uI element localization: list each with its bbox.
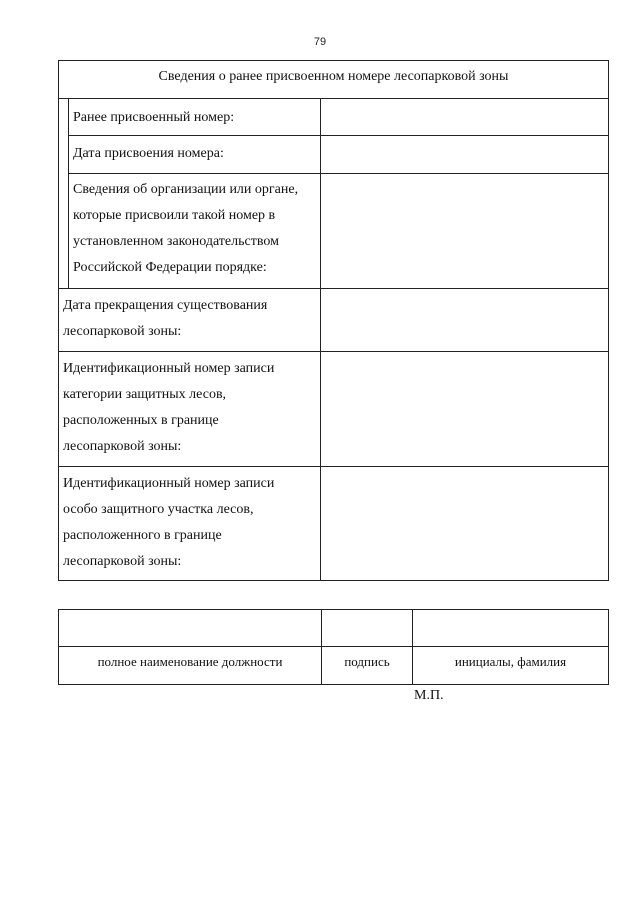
row-label-protected-plot — [63, 471, 274, 575]
label-line: лесопарковой зоны: — [63, 439, 182, 454]
indent-divider — [68, 98, 69, 288]
divider — [59, 466, 608, 467]
label-line: расположенных в границе — [63, 413, 219, 428]
row-label-organization — [73, 177, 298, 281]
divider — [68, 173, 608, 174]
signature-table — [58, 609, 609, 685]
divider — [59, 288, 608, 289]
label-line: Идентификационный номер записи — [63, 476, 275, 491]
divider — [59, 351, 608, 352]
label-line: лесопарковой зоны: — [63, 324, 182, 339]
label-line: Сведения об организации или органе, — [73, 182, 299, 197]
position-caption: полное наименование должности — [97, 654, 283, 669]
label-line: Российской Федерации порядке: — [73, 260, 267, 275]
section-title: Сведения о ранее присвоенном номере лесопарковой зоны — [158, 69, 509, 84]
divider — [59, 646, 608, 647]
row-label-protective-category — [63, 356, 274, 460]
label-line: которые присвоили такой номер в — [73, 208, 276, 223]
label-line: расположенного в границе — [63, 528, 222, 543]
name-caption: инициалы, фамилия — [454, 654, 567, 669]
label-line: Идентификационный номер записи — [63, 361, 275, 376]
divider — [321, 610, 322, 684]
label-line: категории защитных лесов, — [63, 387, 227, 402]
divider — [412, 610, 413, 684]
label-line: особо защитного участка лесов, — [63, 502, 254, 517]
page-number: 79 — [313, 36, 327, 48]
divider — [68, 135, 608, 136]
signature-caption: подпись — [344, 654, 390, 669]
row-label-prev-number: Ранее присвоенный номер: — [73, 110, 235, 125]
row-label-end-date — [63, 293, 267, 345]
value-column-divider — [320, 98, 321, 580]
row-label-assign-date: Дата присвоения номера: — [73, 146, 224, 161]
label-line: установленном законодательством — [73, 234, 279, 249]
divider — [59, 98, 608, 99]
label-line: Дата прекращения существования — [63, 298, 268, 313]
former-number-table — [58, 60, 609, 581]
seal-mark: М.П. — [414, 688, 444, 703]
label-line: лесопарковой зоны: — [63, 554, 182, 569]
